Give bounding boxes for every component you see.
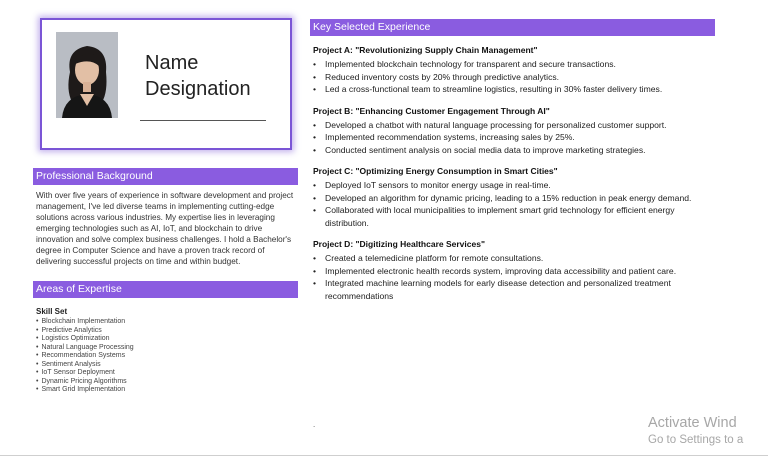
key-experience-header: Key Selected Experience (310, 19, 715, 36)
project-bullet: • Developed a chatbot with natural language processing for personalized customer support. (313, 119, 713, 132)
project-bullet: • Integrated machine learning models for early disease detection and personalized treatment recommendations (313, 277, 713, 302)
skill-item: • Logistics Optimization (36, 335, 134, 344)
project-bullet: • Created a telemedicine platform for remote consultations. (313, 252, 713, 265)
stray-mark: . (313, 420, 316, 429)
watermark-line-1: Activate Wind (648, 415, 737, 431)
skill-list (36, 318, 134, 395)
project-bullet: • Deployed IoT sensors to monitor energy usage in real-time. (313, 179, 713, 192)
profile-card (40, 18, 292, 150)
project-title: Project C: "Optimizing Energy Consumption in Smart Cities" (313, 166, 558, 176)
project-title: Project B: "Enhancing Customer Engagement Through AI" (313, 105, 550, 116)
project-a (313, 44, 713, 96)
project-bullet: • Implemented blockchain technology for transparent and secure transactions. (313, 58, 713, 71)
project-c (313, 165, 713, 229)
project-d (313, 238, 713, 302)
professional-background-header: Professional Background (33, 168, 298, 185)
project-bullet: • Collaborated with local municipalities to implement smart grid technology for efficient energy distribution. (313, 204, 713, 229)
project-bullet: • Implemented recommendation systems, increasing sales by 25%. (313, 131, 713, 144)
skill-item: • Smart Grid Implementation (36, 386, 134, 395)
background-paragraph: With over five years of experience in software development and project management, I've led diverse teams in implementing cutting-edge solutions across various industries. My expertise lies in leveraging emerging technologies such as AI, IoT, and blockchain to drive innovation and solve complex business challenges. I hold a Bachelor's degree in Computer Science and have a proven track record of delivering successful projects on time and within budget. (36, 191, 294, 266)
skill-item: • Predictive Analytics (36, 327, 134, 336)
skill-item: • Recommendation Systems (36, 352, 134, 361)
skill-item: • Sentiment Analysis (36, 361, 134, 370)
skill-item: • Dynamic Pricing Algorithms (36, 378, 134, 387)
project-b (313, 105, 713, 157)
portrait-image (56, 32, 118, 118)
skill-item: • Blockchain Implementation (36, 318, 134, 327)
skill-set-title: Skill Set (36, 307, 68, 316)
project-bullet: • Conducted sentiment analysis on social media data to improve marketing strategies. (313, 144, 713, 157)
project-bullet: • Implemented electronic health records system, improving data accessibility and patient care. (313, 265, 713, 278)
watermark-line-2: Go to Settings to a (648, 434, 744, 446)
project-bullet: • Reduced inventory costs by 20% through predictive analytics. (313, 71, 713, 84)
skill-item: • Natural Language Processing (36, 344, 134, 353)
project-bullet: • Developed an algorithm for dynamic pricing, leading to a 15% reduction in peak energy demand. (313, 192, 713, 205)
skill-item: • IoT Sensor Deployment (36, 369, 134, 378)
experience-list (313, 44, 713, 311)
name-underline (140, 120, 266, 121)
profile-photo (56, 32, 118, 118)
activation-watermark (648, 414, 743, 448)
project-bullet: • Led a cross-functional team to streamline logistics, resulting in 30% faster delivery times. (313, 83, 713, 96)
profile-name: Name (145, 52, 199, 74)
profile-designation: Designation (145, 78, 251, 100)
project-title: Project D: "Digitizing Healthcare Services" (313, 239, 485, 249)
areas-of-expertise-header: Areas of Expertise (33, 281, 298, 298)
project-title: Project A: "Revolutionizing Supply Chain Management" (313, 45, 538, 55)
